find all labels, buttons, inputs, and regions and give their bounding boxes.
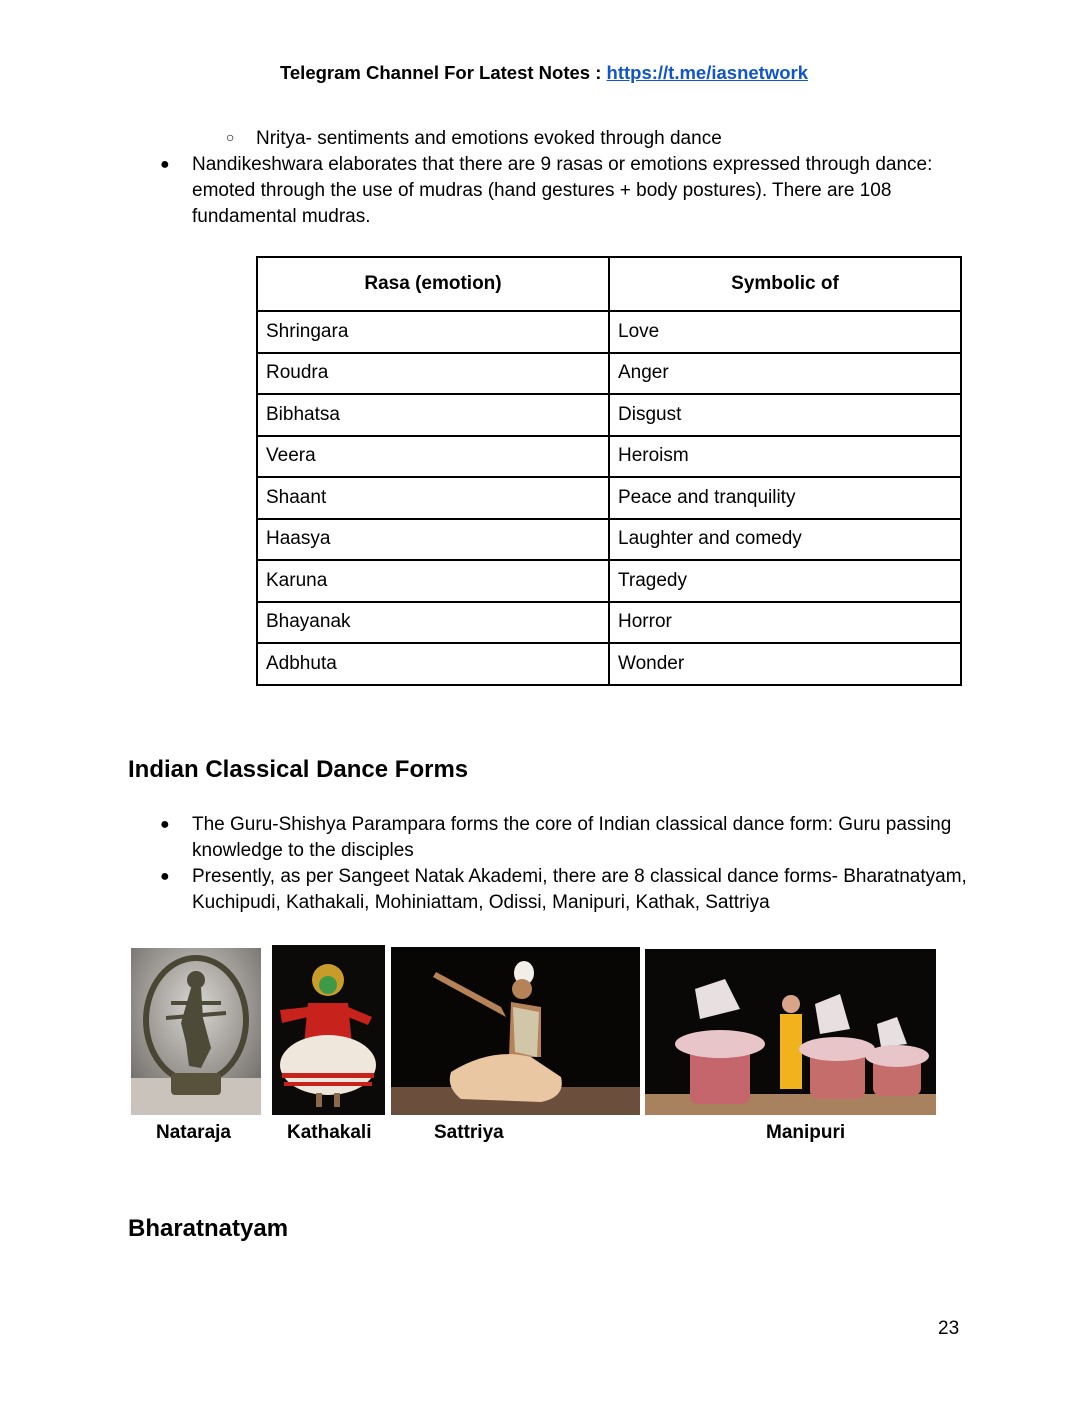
- intro-bullet-list: [160, 152, 982, 230]
- rasa-table: [256, 256, 962, 686]
- symbolic-cell: Heroism: [609, 436, 961, 478]
- symbolic-cell: Peace and tranquility: [609, 477, 961, 519]
- table-header-row: [257, 257, 961, 311]
- table-row: [257, 602, 961, 644]
- rasa-cell: Shaant: [257, 477, 609, 519]
- symbolic-cell: Tragedy: [609, 560, 961, 602]
- bullet-text: The Guru-Shishya Parampara forms the core of Indian classical dance form: Guru passing knowledge to the disciples: [192, 814, 952, 861]
- table-row: [257, 477, 961, 519]
- symbolic-cell: Anger: [609, 353, 961, 395]
- symbolic-cell: Laughter and comedy: [609, 519, 961, 561]
- rasa-cell: Adbhuta: [257, 643, 609, 685]
- dance-forms-bullet-list: [160, 812, 982, 916]
- page-header: [0, 62, 1088, 84]
- section-heading-dance-forms: Indian Classical Dance Forms: [128, 756, 469, 783]
- sub-bullet-nritya: [226, 128, 722, 150]
- rasa-cell: Roudra: [257, 353, 609, 395]
- rasa-cell: Shringara: [257, 311, 609, 353]
- table-row: [257, 311, 961, 353]
- rasa-cell: Bibhatsa: [257, 394, 609, 436]
- symbolic-cell: Wonder: [609, 643, 961, 685]
- rasa-cell: Veera: [257, 436, 609, 478]
- column-header-rasa: Rasa (emotion): [257, 257, 609, 311]
- table-row: [257, 353, 961, 395]
- table-row: [257, 519, 961, 561]
- rasa-cell: Karuna: [257, 560, 609, 602]
- sattriya-image: [391, 947, 640, 1115]
- page-number: 23: [938, 1318, 960, 1339]
- table-row: [257, 394, 961, 436]
- symbolic-cell: Horror: [609, 602, 961, 644]
- header-label: Telegram Channel For Latest Notes :: [279, 62, 607, 83]
- rasa-cell: Bhayanak: [257, 602, 609, 644]
- table-row: [257, 643, 961, 685]
- table-row: [257, 560, 961, 602]
- telegram-link[interactable]: https://t.me/iasnetwork: [606, 62, 809, 83]
- manipuri-image: [645, 949, 936, 1115]
- sub-bullet-text: Nritya- sentiments and emotions evoked through dance: [256, 128, 722, 149]
- bullet-icon: ●: [160, 156, 170, 173]
- list-item: [160, 812, 982, 864]
- bullet-icon: ●: [160, 868, 170, 885]
- bullet-icon: ●: [160, 816, 170, 833]
- hollow-circle-bullet-icon: ○: [226, 129, 235, 145]
- column-header-symbolic: Symbolic of: [609, 257, 961, 311]
- section-heading-bharatnatyam: Bharatnatyam: [128, 1215, 289, 1242]
- caption-nataraja: Nataraja: [156, 1122, 231, 1143]
- rasa-cell: Haasya: [257, 519, 609, 561]
- caption-manipuri: Manipuri: [766, 1122, 846, 1143]
- list-item: [160, 864, 982, 916]
- caption-sattriya: Sattriya: [434, 1122, 504, 1143]
- kathakali-image: [272, 945, 385, 1115]
- table-row: [257, 436, 961, 478]
- bullet-text: Nandikeshwara elaborates that there are 9 rasas or emotions expressed through dance: emoted through the use of mudras (hand gestures + body postures). There are 108 fundamental mudras.: [192, 154, 933, 227]
- symbolic-cell: Love: [609, 311, 961, 353]
- list-item: [160, 152, 982, 230]
- symbolic-cell: Disgust: [609, 394, 961, 436]
- caption-kathakali: Kathakali: [287, 1122, 372, 1143]
- bullet-text: Presently, as per Sangeet Natak Akademi, there are 8 classical dance forms- Bharatnatyam, Kuchipudi, Kathakali, Mohiniattam, Odissi, Manipuri, Kathak, Sattriya: [192, 866, 967, 913]
- nataraja-image: [131, 948, 261, 1115]
